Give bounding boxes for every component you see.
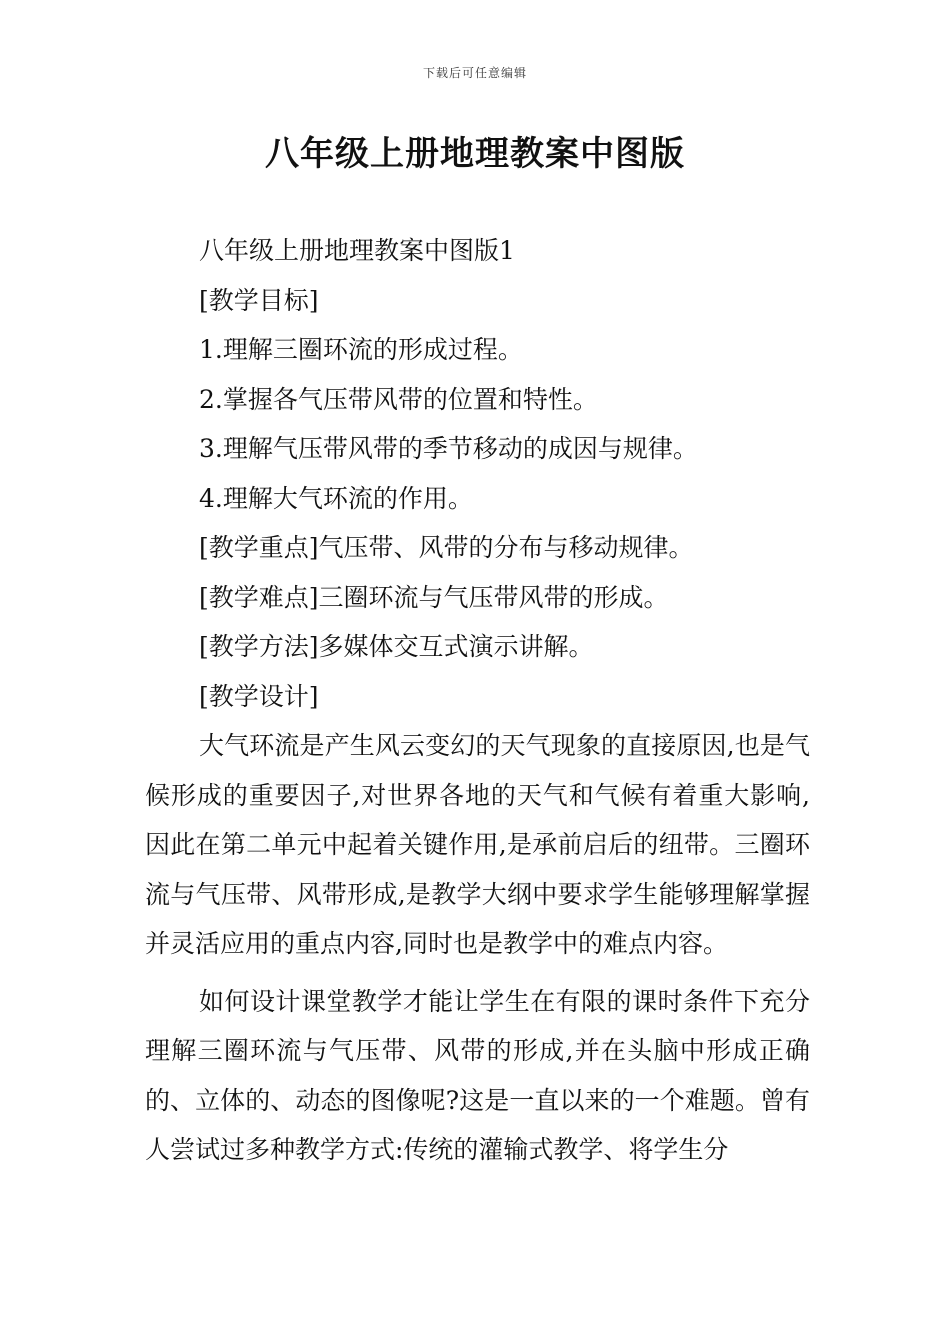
document-body: [145, 226, 810, 1175]
objective-item-4: 4.理解大气环流的作用。: [199, 483, 473, 513]
objective-item-2: 2.掌握各气压带风带的位置和特性。: [199, 384, 598, 414]
header-note: 下载后可任意编辑: [422, 66, 527, 80]
body-paragraph-1: 大气环流是产生风云变幻的天气现象的直接原因,也是气候形成的重要因子,对世界各地的天气和气候有着重大影响,因此在第二单元中起着关键作用,是承前启后的纽带。三圈环流与气压带、风带形成,是教学大纲中要求学生能够理解掌握并灵活应用的重点内容,同时也是教学中的难点内容。: [145, 731, 810, 958]
body-paragraph-2: 如何设计课堂教学才能让学生在有限的课时条件下充分理解三圈环流与气压带、风带的形成,并在头脑中形成正确的、立体的、动态的图像呢?这是一直以来的一个难题。曾有人尝试过多种教学方式:传统的灌输式教学、将学生分: [145, 986, 810, 1164]
objective-item-3: 3.理解气压带风带的季节移动的成因与规律。: [199, 434, 698, 463]
key-points-line: [教学重点]气压带、风带的分布与移动规律。: [199, 533, 694, 562]
design-heading: [教学设计]: [199, 681, 319, 711]
document-title: 八年级上册地理教案中图版: [265, 134, 685, 174]
objectives-heading: [教学目标]: [199, 285, 319, 315]
objective-item-1: 1.理解三圈环流的形成过程。: [199, 335, 523, 364]
lesson-subtitle: 八年级上册地理教案中图版1: [199, 236, 515, 265]
methods-line: [教学方法]多媒体交互式演示讲解。: [199, 632, 594, 661]
difficulties-line: [教学难点]三圈环流与气压带风带的形成。: [199, 582, 669, 612]
